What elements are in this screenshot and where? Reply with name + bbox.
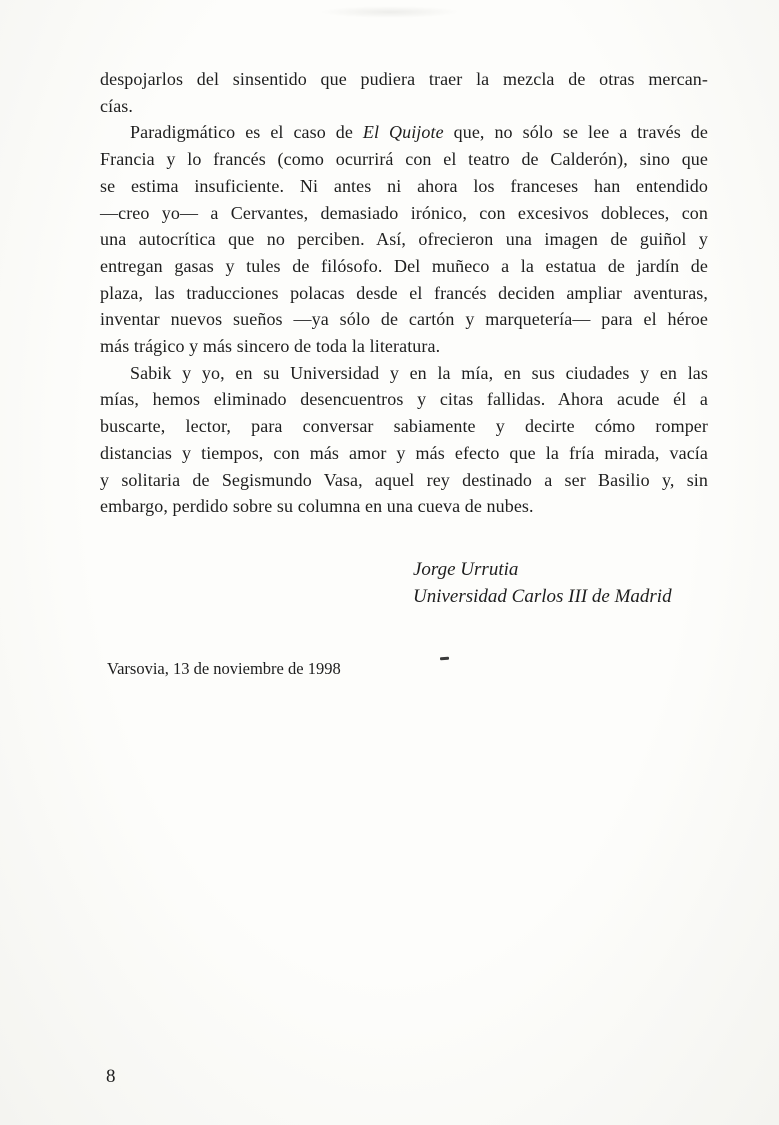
text-line xyxy=(100,93,708,120)
page-number: 8 xyxy=(106,1066,116,1087)
text-segment: Paradigmático es el caso de xyxy=(130,122,363,143)
text-line xyxy=(100,280,708,307)
text-segment: embargo, perdido sobre su columna en una cueva de nubes. xyxy=(100,496,534,517)
text-line xyxy=(100,226,708,253)
text-segment: que, no sólo se lee a través de xyxy=(443,122,708,143)
text-line xyxy=(100,66,708,93)
text-segment: —creo yo— a Cervantes, demasiado irónico, con excesivos dobleces, con xyxy=(100,202,708,223)
text-segment: distancias y tiempos, con más amor y más efecto que la fría mirada, vacía xyxy=(100,442,708,463)
text-segment: más trágico y más sincero de toda la literatura. xyxy=(100,336,441,357)
book-title-italic: El Quijote xyxy=(362,122,444,143)
text-segment: y solitaria de Segismundo Vasa, aquel rey destinado a ser Basilio y, sin xyxy=(100,469,708,490)
text-segment: inventar nuevos sueños —ya sólo de cartón y marquetería— para el héroe xyxy=(100,309,708,330)
text-segment: Francia y lo francés (como ocurrirá con el teatro de Calderón), sino que xyxy=(100,149,708,170)
text-line xyxy=(100,440,708,467)
text-line xyxy=(100,146,708,173)
text-line xyxy=(100,413,708,440)
text-segment: Sabik y yo, en su Universidad y en la mía, en sus ciudades y en las xyxy=(130,362,708,383)
text-segment: mías, hemos eliminado desencuentros y citas fallidas. Ahora acude él a xyxy=(100,389,708,410)
text-line xyxy=(100,493,708,520)
text-line xyxy=(100,306,708,333)
text-line xyxy=(100,467,708,494)
stray-mark-artifact xyxy=(440,657,449,660)
main-text-block xyxy=(100,66,708,520)
text-line xyxy=(100,173,708,200)
text-line xyxy=(100,360,708,387)
text-segment: cías. xyxy=(100,95,133,116)
text-segment: una autocrítica que no perciben. Así, ofrecieron una imagen de guiñol y xyxy=(100,229,708,250)
text-line xyxy=(100,119,708,146)
text-line xyxy=(100,253,708,280)
text-segment: se estima insuficiente. Ni antes ni ahora los franceses han entendido xyxy=(100,175,708,196)
dateline: Varsovia, 13 de noviembre de 1998 xyxy=(107,659,341,678)
signature-affiliation: Universidad Carlos III de Madrid xyxy=(413,586,672,607)
text-segment: despojarlos del sinsentido que pudiera traer la mezcla de otras mercan- xyxy=(100,69,708,89)
signature-author: Jorge Urrutia xyxy=(413,559,519,580)
signature-block xyxy=(413,556,672,610)
text-line xyxy=(100,333,708,360)
text-line xyxy=(100,386,708,413)
text-line xyxy=(100,200,708,227)
text-segment: plaza, las traducciones polacas desde el francés deciden ampliar aventuras, xyxy=(100,282,708,303)
text-segment: entregan gasas y tules de filósofo. Del muñeco a la estatua de jardín de xyxy=(100,255,708,276)
text-segment: buscarte, lector, para conversar sabiamente y decirte cómo romper xyxy=(100,416,708,437)
scan-smudge-artifact xyxy=(320,6,460,18)
